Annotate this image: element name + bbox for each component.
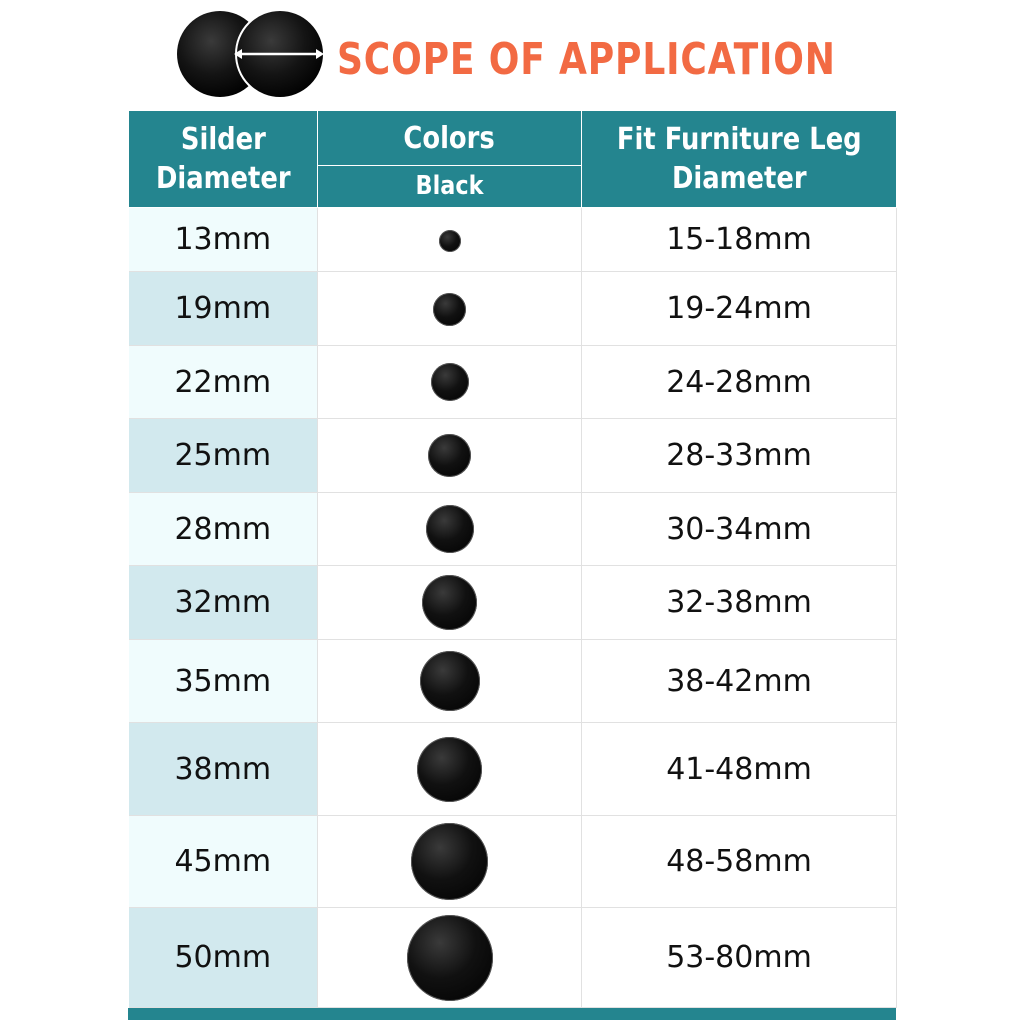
slider-diameter-cell: 13mm <box>129 208 318 272</box>
column-header-diameter <box>129 111 318 208</box>
table-row <box>129 816 897 908</box>
color-swatch-cell <box>318 908 582 1008</box>
column-header-fit-line2: Diameter <box>671 161 807 196</box>
color-swatch-cell <box>318 816 582 908</box>
black-slider-swatch <box>422 575 477 630</box>
color-swatch-cell <box>318 493 582 566</box>
column-header-colors-label: Colors <box>403 120 496 156</box>
slider-diameter-cell: 38mm <box>129 723 318 816</box>
table-body <box>129 208 897 1008</box>
column-header-colors <box>318 111 582 166</box>
color-swatch-cell <box>318 566 582 640</box>
black-slider-swatch <box>420 651 480 711</box>
table-bottom-bar <box>128 1008 896 1020</box>
title-bar <box>0 0 1024 108</box>
fit-leg-diameter-cell: 38-42mm <box>582 640 897 723</box>
black-slider-swatch <box>428 434 471 477</box>
column-header-color-black-label: Black <box>415 170 484 201</box>
table-row <box>129 346 897 419</box>
page-title: SCOPE OF APPLICATION <box>337 34 836 85</box>
table-row <box>129 493 897 566</box>
fit-leg-diameter-cell: 48-58mm <box>582 816 897 908</box>
color-swatch-cell <box>318 640 582 723</box>
slider-diameter-cell: 32mm <box>129 566 318 640</box>
column-header-fit-line1: Fit Furniture Leg <box>616 122 862 157</box>
fit-leg-diameter-cell: 15-18mm <box>582 208 897 272</box>
black-slider-swatch <box>439 230 461 252</box>
slider-diameter-cell: 50mm <box>129 908 318 1008</box>
slider-diameter-cell: 25mm <box>129 419 318 493</box>
slider-diameter-cell: 35mm <box>129 640 318 723</box>
fit-leg-diameter-cell: 41-48mm <box>582 723 897 816</box>
slider-diameter-icon <box>176 8 326 100</box>
fit-leg-diameter-cell: 30-34mm <box>582 493 897 566</box>
color-swatch-cell <box>318 419 582 493</box>
slider-diameter-cell: 45mm <box>129 816 318 908</box>
table-row <box>129 208 897 272</box>
black-slider-swatch <box>417 737 482 802</box>
size-table-grid <box>128 110 897 1008</box>
table-row <box>129 419 897 493</box>
color-swatch-cell <box>318 272 582 346</box>
slider-diameter-cell: 19mm <box>129 272 318 346</box>
color-swatch-cell <box>318 723 582 816</box>
black-slider-swatch <box>411 823 488 900</box>
fit-leg-diameter-cell: 28-33mm <box>582 419 897 493</box>
column-header-fit <box>582 111 897 208</box>
fit-leg-diameter-cell: 24-28mm <box>582 346 897 419</box>
column-header-color-black <box>318 166 582 208</box>
black-slider-swatch <box>433 293 466 326</box>
fit-leg-diameter-cell: 19-24mm <box>582 272 897 346</box>
table-row <box>129 908 897 1008</box>
color-swatch-cell <box>318 208 582 272</box>
black-slider-swatch <box>407 915 493 1001</box>
column-header-diameter-line2: Diameter <box>155 161 291 196</box>
slider-diameter-cell: 22mm <box>129 346 318 419</box>
column-header-diameter-line1: Silder <box>180 122 266 157</box>
fit-leg-diameter-cell: 32-38mm <box>582 566 897 640</box>
size-table <box>128 110 896 1008</box>
slider-diameter-cell: 28mm <box>129 493 318 566</box>
table-row <box>129 723 897 816</box>
table-row <box>129 272 897 346</box>
black-slider-swatch <box>431 363 469 401</box>
table-row <box>129 640 897 723</box>
fit-leg-diameter-cell: 53-80mm <box>582 908 897 1008</box>
black-slider-swatch <box>426 505 474 553</box>
color-swatch-cell <box>318 346 582 419</box>
table-row <box>129 566 897 640</box>
